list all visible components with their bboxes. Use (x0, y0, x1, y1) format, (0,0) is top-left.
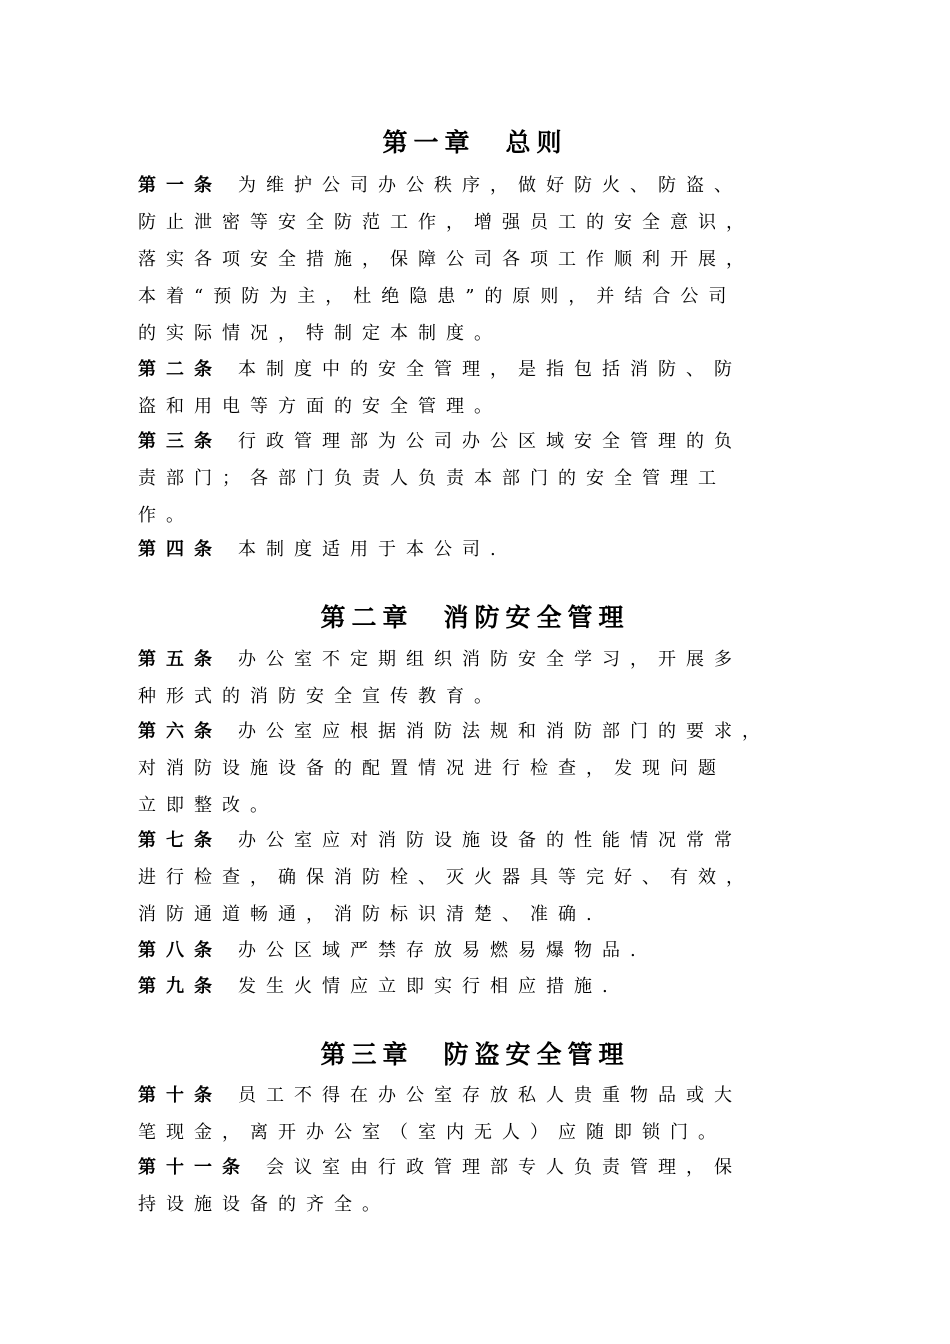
article-text: 种形式的消防安全宣传教育。 (138, 686, 502, 707)
article-text: 办公室应根据消防法规和消防部门的要求， (238, 721, 770, 742)
article-line (138, 828, 858, 854)
article-text: 发生火情应立即实行相应措施. (238, 976, 618, 997)
article-line (138, 719, 858, 745)
article-line (138, 793, 858, 819)
article-label: 第八条 (138, 940, 222, 961)
article-text: 进行检查，确保消防栓、灭火器具等完好、有效， (138, 867, 754, 888)
article-line (138, 210, 858, 236)
article-text: 笔现金，离开办公室（室内无人）应随即锁门。 (138, 1122, 726, 1143)
article-label: 第十条 (138, 1085, 222, 1106)
article-line (138, 865, 858, 891)
article-text: 办公室应对消防设施设备的性能情况常常 (238, 830, 742, 851)
article-line (138, 357, 858, 383)
article-label: 第六条 (138, 721, 222, 742)
article-text: 办公区域严禁存放易燃易爆物品. (238, 940, 646, 961)
article-text: 对消防设施设备的配置情况进行检查，发现问题 (138, 758, 726, 779)
article-text: 员工不得在办公室存放私人贵重物品或大 (238, 1085, 742, 1106)
article-text: 本着“预防为主，杜绝隐患”的原则，并结合公司 (138, 286, 737, 307)
chapter-name: 消防安全管理 (443, 603, 630, 632)
article-text: 为维护公司办公秩序，做好防火、防盗、 (238, 175, 742, 196)
article-line (138, 756, 858, 782)
article-line (138, 466, 858, 492)
article-text: 盗和用电等方面的安全管理。 (138, 396, 502, 417)
article-text: 行政管理部为公司办公区域安全管理的负 (238, 431, 742, 452)
chapter-heading (0, 1040, 950, 1070)
article-text: 责部门；各部门负责人负责本部门的安全管理工 (138, 468, 726, 489)
article-line (138, 321, 858, 347)
article-label: 第一条 (138, 175, 222, 196)
article-line (138, 647, 858, 673)
article-line (138, 284, 858, 310)
article-text: 办公室不定期组织消防安全学习，开展多 (238, 649, 742, 670)
article-line (138, 173, 858, 199)
article-text: 会议室由行政管理部专人负责管理，保 (266, 1157, 742, 1178)
article-line (138, 938, 858, 964)
article-line (138, 684, 858, 710)
article-text: 持设施设备的齐全。 (138, 1194, 390, 1215)
article-label: 第九条 (138, 976, 222, 997)
article-text: 落实各项安全措施，保障公司各项工作顺利开展， (138, 249, 754, 270)
article-line (138, 1155, 858, 1181)
chapter-heading (0, 603, 950, 633)
article-line (138, 503, 858, 529)
article-label: 第四条 (138, 539, 222, 560)
article-line (138, 1192, 858, 1218)
article-line (138, 1120, 858, 1146)
chapter-number: 第二章 (320, 603, 414, 632)
article-line (138, 247, 858, 273)
article-text: 本制度中的安全管理，是指包括消防、防 (238, 359, 742, 380)
article-label: 第七条 (138, 830, 222, 851)
article-text: 本制度适用于本公司. (238, 539, 506, 560)
article-line (138, 394, 858, 420)
article-label: 第十一条 (138, 1157, 250, 1178)
article-label: 第三条 (138, 431, 222, 452)
article-text: 防止泄密等安全防范工作，增强员工的安全意识， (138, 212, 754, 233)
article-label: 第五条 (138, 649, 222, 670)
chapter-name: 总则 (505, 128, 568, 157)
article-text: 的实际情况，特制定本制度。 (138, 323, 502, 344)
article-text: 作。 (138, 505, 194, 526)
article-text: 立即整改。 (138, 795, 278, 816)
chapter-number: 第三章 (320, 1040, 414, 1069)
article-line (138, 429, 858, 455)
article-line (138, 974, 858, 1000)
article-label: 第二条 (138, 359, 222, 380)
article-line (138, 1083, 858, 1109)
chapter-name: 防盗安全管理 (443, 1040, 630, 1069)
chapter-heading (0, 128, 950, 158)
article-line (138, 537, 858, 563)
article-line (138, 902, 858, 928)
chapter-number: 第一章 (382, 128, 476, 157)
article-text: 消防通道畅通，消防标识清楚、准确. (138, 904, 602, 925)
